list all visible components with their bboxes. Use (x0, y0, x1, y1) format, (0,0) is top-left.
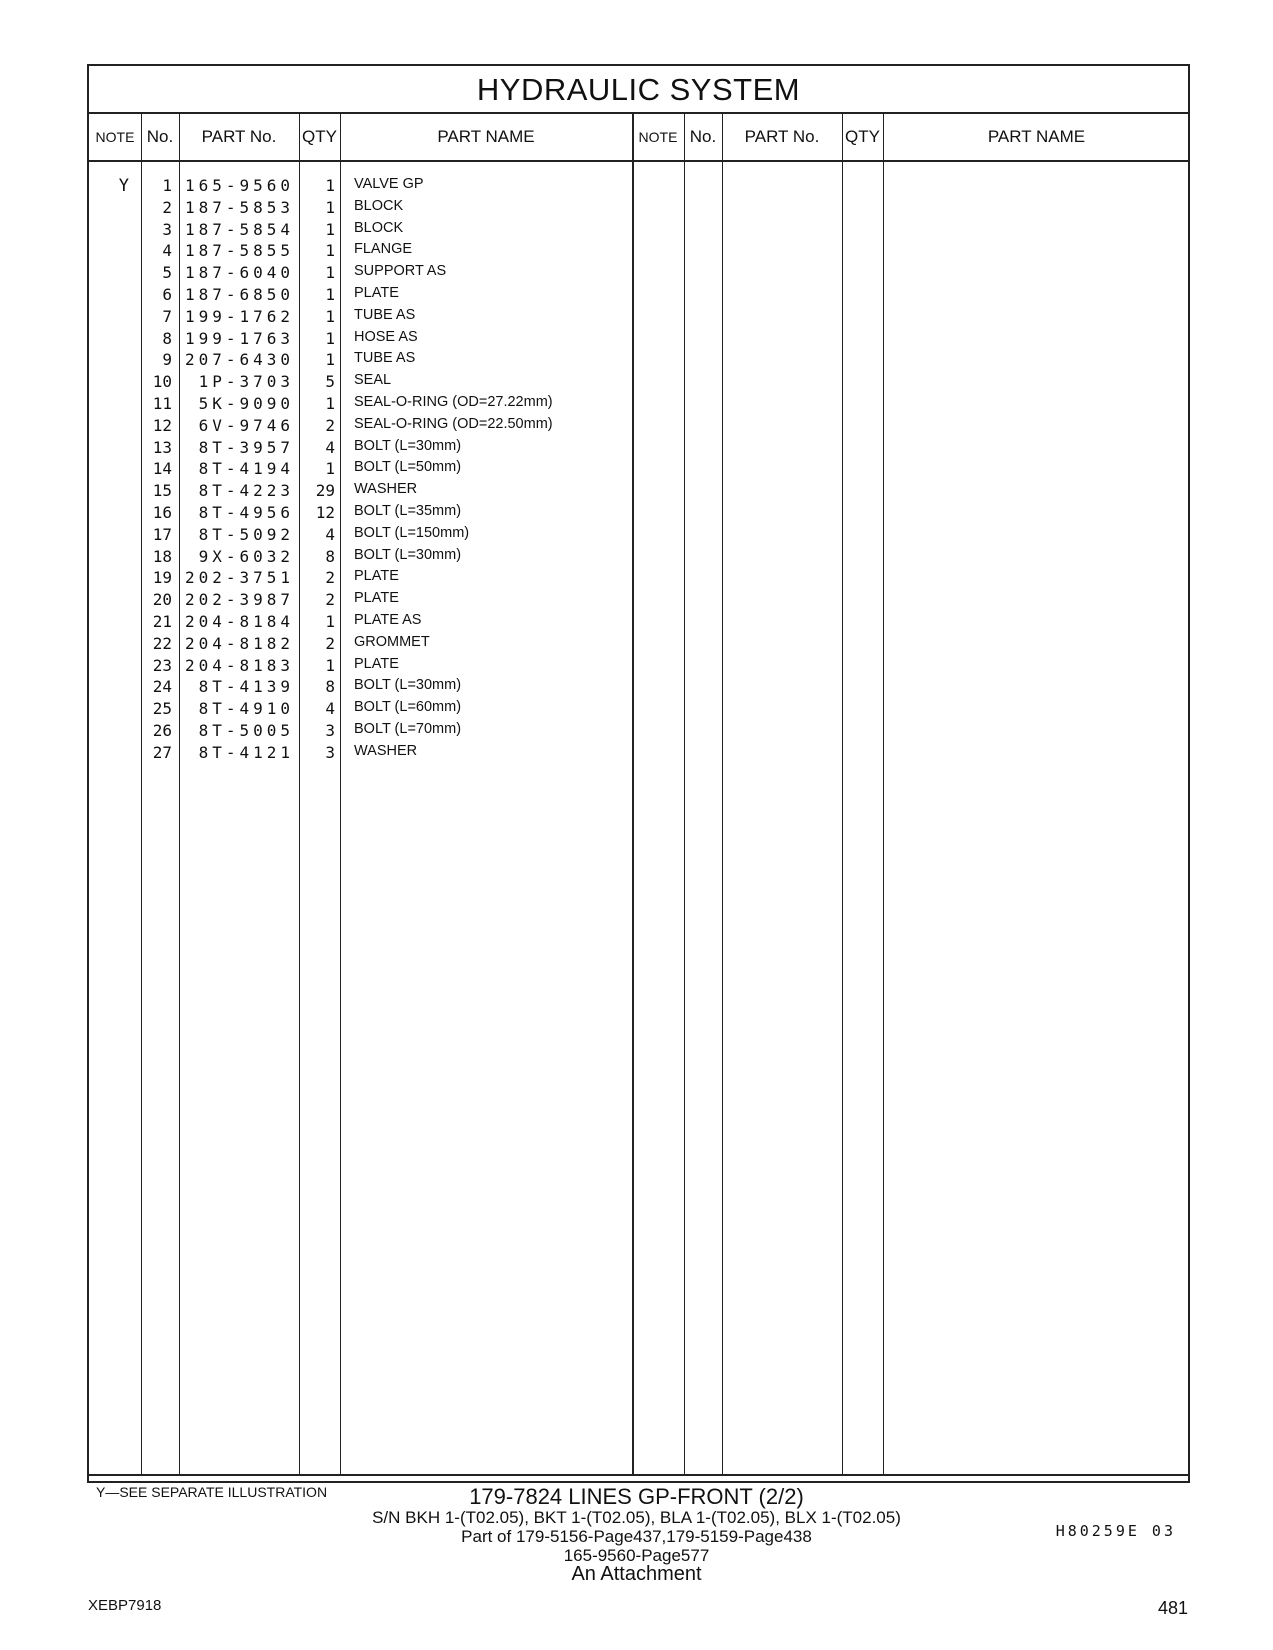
item-number: 11 (152, 394, 172, 413)
part-number: 8T-4223 (198, 481, 294, 501)
illustration-reference: H80259E 03 (1055, 1522, 1176, 1540)
part-name: FLANGE (354, 241, 413, 258)
part-name: BOLT (L=60mm) (354, 699, 462, 716)
table-row (89, 743, 1188, 766)
part-name: SEAL-O-RING (OD=22.50mm) (354, 415, 553, 432)
part-number: 202-3987 (184, 590, 294, 610)
part-number: 8T-5005 (198, 721, 294, 740)
table-row (89, 503, 1188, 526)
item-number: 14 (152, 459, 172, 479)
part-number: 187-5853 (184, 197, 294, 217)
item-number: 8 (162, 328, 172, 348)
table-row (89, 241, 1188, 264)
quantity: 3 (325, 742, 335, 762)
footer-divider (89, 1474, 1188, 1476)
quantity: 4 (325, 699, 335, 719)
item-number: 10 (152, 372, 172, 392)
table-row (89, 656, 1188, 679)
part-number: 204-8183 (184, 655, 294, 675)
item-number: 5 (162, 263, 172, 283)
part-number: 165-9560 (184, 176, 294, 195)
quantity: 1 (325, 219, 335, 239)
table-row (89, 721, 1188, 744)
item-number: 7 (162, 306, 172, 326)
quantity: 8 (325, 546, 335, 566)
title-row (89, 66, 1188, 114)
part-name: SEAL-O-RING (OD=27.22mm) (354, 394, 553, 410)
part-name: WASHER (354, 481, 418, 498)
part-name: BLOCK (354, 219, 404, 236)
header-qty-right: QTY (845, 127, 880, 146)
quantity: 4 (325, 524, 335, 544)
header-part-name-left: PART NAME (437, 127, 535, 146)
part-name: TUBE AS (354, 306, 416, 323)
quantity: 1 (325, 350, 335, 370)
note-cell: Y (118, 176, 129, 196)
part-number: 8T-5092 (198, 524, 294, 544)
quantity: 5 (325, 372, 335, 392)
item-number: 22 (152, 633, 172, 653)
item-number: 1 (162, 176, 172, 195)
part-name: GROMMET (354, 633, 430, 650)
part-name: SEAL (354, 372, 392, 389)
item-number: 16 (152, 503, 172, 522)
part-name: PLATE (354, 285, 399, 301)
table-row (89, 590, 1188, 613)
part-name: BOLT (L=30mm) (354, 546, 462, 563)
item-number: 17 (152, 524, 172, 544)
table-row (89, 634, 1188, 657)
table-row (89, 416, 1188, 439)
table-row (89, 329, 1188, 352)
quantity: 1 (325, 241, 335, 261)
part-number: 6V-9746 (198, 415, 294, 435)
table-row (89, 677, 1188, 700)
part-number: 199-1763 (184, 328, 294, 348)
item-number: 3 (162, 219, 172, 239)
quantity: 1 (325, 306, 335, 326)
item-number: 15 (152, 481, 172, 501)
quantity: 1 (325, 285, 335, 304)
quantity: 1 (325, 655, 335, 675)
part-name: BOLT (L=35mm) (354, 503, 462, 519)
part-name: TUBE AS (354, 350, 416, 367)
quantity: 8 (325, 677, 335, 697)
page-number: 481 (1157, 1598, 1188, 1618)
part-name: BOLT (L=30mm) (354, 437, 462, 454)
item-number: 9 (162, 350, 172, 370)
part-name: SUPPORT AS (354, 263, 447, 280)
table-row (89, 198, 1188, 221)
part-name: HOSE AS (354, 328, 418, 345)
item-number: 12 (152, 415, 172, 435)
part-name: PLATE (354, 655, 399, 672)
part-number: 187-5855 (184, 241, 294, 261)
item-number: 23 (152, 655, 172, 675)
header-part-no-right: PART No. (744, 127, 820, 146)
header-note-left: NOTE (95, 129, 135, 145)
table-row (89, 307, 1188, 330)
part-number: 204-8184 (184, 612, 294, 631)
table-row (89, 438, 1188, 461)
quantity: 1 (325, 612, 335, 631)
publication-id: XEBP7918 (88, 1597, 162, 1614)
table-row (89, 263, 1188, 286)
part-number: 199-1762 (184, 306, 294, 326)
quantity: 2 (325, 568, 335, 588)
serial-numbers: S/N BKH 1-(T02.05), BKT 1-(T02.05), BLA 1-(T02.05), BLX 1-(T02.05) (372, 1508, 901, 1527)
part-name: BOLT (L=50mm) (354, 459, 462, 476)
quantity: 4 (325, 437, 335, 457)
table-row (89, 176, 1188, 199)
part-name: VALVE GP (354, 176, 424, 192)
table-row (89, 525, 1188, 548)
part-number: 187-6040 (184, 263, 294, 283)
item-number: 25 (152, 699, 172, 719)
item-number: 27 (152, 742, 172, 762)
parts-list (89, 162, 1188, 1474)
part-number: 204-8182 (184, 633, 294, 653)
quantity: 1 (325, 459, 335, 479)
part-number: 1P-3703 (198, 372, 294, 392)
part-name: BOLT (L=30mm) (354, 677, 462, 694)
table-row (89, 699, 1188, 722)
quantity: 1 (325, 197, 335, 217)
item-number: 21 (152, 612, 172, 631)
table-row (89, 547, 1188, 570)
item-number: 2 (162, 197, 172, 217)
attachment-note: An Attachment (571, 1563, 702, 1585)
part-number: 187-5854 (184, 219, 294, 239)
part-number: 8T-4139 (198, 677, 294, 697)
quantity: 1 (325, 394, 335, 413)
section-title: HYDRAULIC SYSTEM (476, 72, 801, 107)
part-number: 5K-9090 (198, 394, 294, 413)
table-row (89, 459, 1188, 482)
part-name: PLATE (354, 590, 399, 607)
quantity: 12 (315, 503, 335, 522)
part-number: 8T-3957 (198, 437, 294, 457)
quantity: 1 (325, 263, 335, 283)
part-name: BOLT (L=150mm) (354, 524, 470, 541)
part-number: 187-6850 (184, 285, 294, 304)
table-row (89, 612, 1188, 635)
part-number: 8T-4956 (198, 503, 294, 522)
part-name: PLATE AS (354, 612, 422, 628)
footnote: Y—SEE SEPARATE ILLUSTRATION (96, 1484, 328, 1500)
part-name: WASHER (354, 742, 418, 759)
part-number: 202-3751 (184, 568, 294, 588)
quantity: 2 (325, 590, 335, 610)
item-number: 13 (152, 437, 172, 457)
part-of-reference: Part of 179-5156-Page437,179-5159-Page438 (461, 1527, 812, 1546)
table-row (89, 220, 1188, 243)
item-number: 18 (152, 546, 172, 566)
column-header-row (89, 114, 1188, 162)
item-number: 20 (152, 590, 172, 610)
header-note-right: NOTE (638, 129, 678, 145)
part-number: 9X-6032 (198, 546, 294, 566)
quantity: 2 (325, 633, 335, 653)
header-part-name-right: PART NAME (987, 127, 1086, 146)
part-number: 8T-4194 (198, 459, 294, 479)
quantity: 1 (325, 176, 335, 195)
table-row (89, 372, 1188, 395)
group-caption: 179-7824 LINES GP-FRONT (2/2) (469, 1484, 804, 1509)
part-number: 8T-4910 (198, 699, 294, 719)
item-number: 24 (152, 677, 172, 697)
table-row (89, 285, 1188, 308)
quantity: 1 (325, 328, 335, 348)
item-number: 6 (162, 285, 172, 304)
table-row (89, 568, 1188, 591)
item-number: 26 (152, 721, 172, 740)
quantity: 3 (325, 721, 335, 740)
part-name: BOLT (L=70mm) (354, 721, 462, 737)
table-row (89, 350, 1188, 373)
header-no-right: No. (689, 127, 717, 146)
part-number: 207-6430 (184, 350, 294, 370)
quantity: 29 (315, 481, 335, 501)
table-row (89, 394, 1188, 417)
part-name: PLATE (354, 568, 399, 585)
header-qty-left: QTY (302, 127, 337, 146)
item-number: 19 (152, 568, 172, 588)
part-number: 8T-4121 (198, 742, 294, 762)
cross-reference: 165-9560-Page577 (563, 1546, 710, 1565)
part-name: BLOCK (354, 197, 404, 214)
header-no-left: No. (146, 127, 174, 146)
quantity: 2 (325, 415, 335, 435)
header-part-no-left: PART No. (201, 127, 277, 146)
item-number: 4 (162, 241, 172, 261)
table-row (89, 481, 1188, 504)
